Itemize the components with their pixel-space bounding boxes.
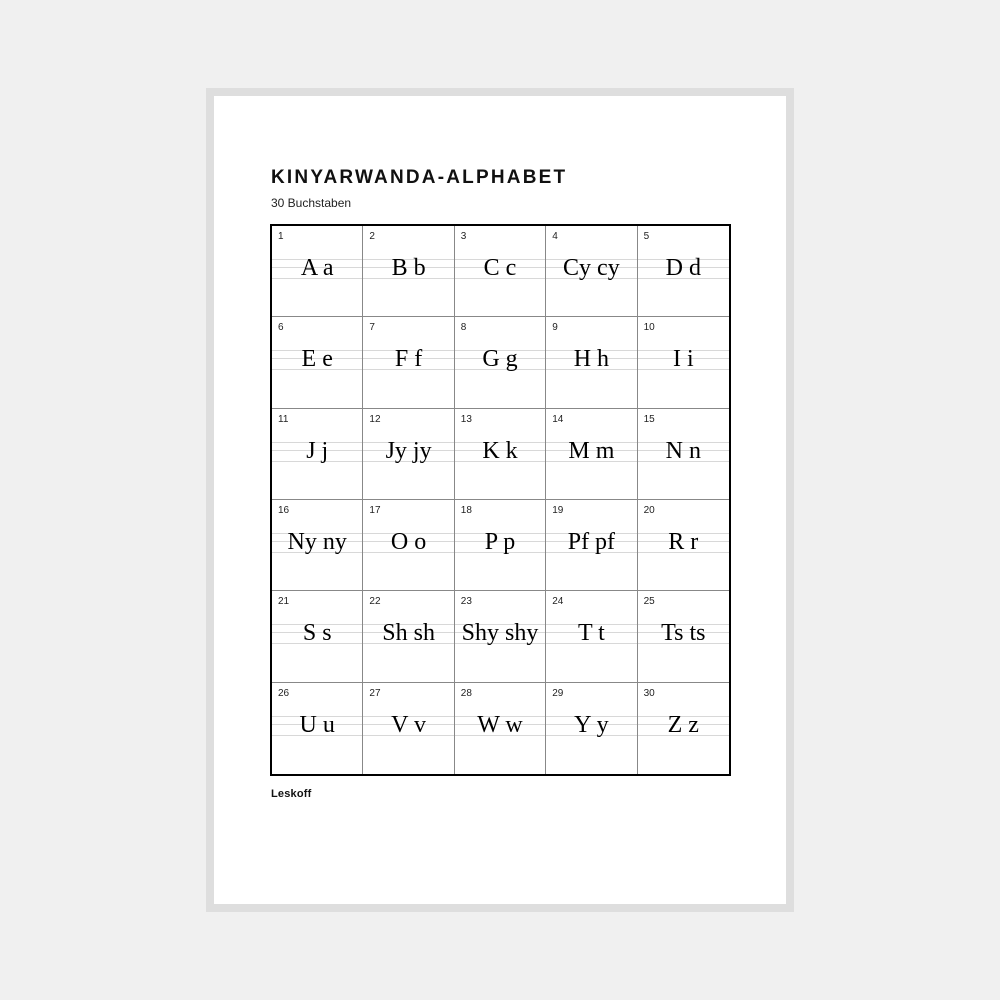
letter-cell xyxy=(272,409,363,500)
letter-cell xyxy=(272,226,363,317)
letter-glyph: Cy cy xyxy=(563,255,620,281)
letter-number: 12 xyxy=(369,413,381,425)
letter-glyph: M m xyxy=(568,437,615,464)
letter-cell xyxy=(546,500,637,591)
letter-glyph: T t xyxy=(577,620,605,647)
letter-number: 7 xyxy=(369,322,375,334)
letter-glyph: Z z xyxy=(667,711,699,738)
letter-number: 14 xyxy=(552,413,564,425)
letter-glyph: Shy shy xyxy=(461,620,539,647)
letter-number: 4 xyxy=(552,231,558,242)
letter-cell xyxy=(638,591,729,682)
letter-number: 6 xyxy=(278,322,284,334)
letter-number: 25 xyxy=(643,596,655,608)
page-title: KINYARWANDA-ALPHABET xyxy=(271,167,568,188)
letter-glyph: W w xyxy=(477,711,523,738)
letter-cell xyxy=(638,683,729,774)
letter-cell xyxy=(546,409,637,500)
letter-glyph: J j xyxy=(306,437,329,464)
letter-glyph: N n xyxy=(665,437,701,464)
letter-glyph: G g xyxy=(482,346,518,373)
letter-cell xyxy=(455,409,546,500)
letter-number: 9 xyxy=(552,322,558,334)
letter-cell xyxy=(363,226,454,317)
letter-cell xyxy=(272,500,363,591)
letter-number: 21 xyxy=(278,596,290,608)
letter-glyph: S s xyxy=(302,620,332,647)
letter-glyph: O o xyxy=(390,529,427,555)
letter-cell xyxy=(546,226,637,317)
letter-number: 11 xyxy=(278,413,289,425)
letter-number: 1 xyxy=(278,231,284,242)
letter-cell xyxy=(272,591,363,682)
letter-glyph: Jy jy xyxy=(385,437,432,464)
letter-glyph: Ts ts xyxy=(661,620,706,647)
letter-cell xyxy=(638,226,729,317)
letter-cell xyxy=(546,317,637,408)
letter-cell xyxy=(363,317,454,408)
letter-cell xyxy=(638,500,729,591)
letter-number: 15 xyxy=(643,413,655,425)
letter-cell xyxy=(638,409,729,500)
letter-number: 27 xyxy=(369,687,381,699)
letter-glyph: A a xyxy=(300,255,334,281)
letter-cell xyxy=(455,683,546,774)
letter-glyph: H h xyxy=(573,346,610,373)
letter-number: 30 xyxy=(643,687,655,699)
letter-glyph: F f xyxy=(394,346,423,373)
letter-number: 10 xyxy=(643,322,655,334)
letter-number: 24 xyxy=(552,596,564,608)
brand-logo: Leskoff xyxy=(271,788,312,800)
letter-number: 8 xyxy=(460,322,467,334)
letter-glyph: K k xyxy=(482,437,518,464)
letter-number: 5 xyxy=(643,231,650,242)
letter-glyph: R r xyxy=(668,529,699,555)
letter-glyph: Y y xyxy=(574,711,609,738)
letter-number: 28 xyxy=(460,687,472,699)
letter-number: 22 xyxy=(369,596,381,608)
letter-number: 2 xyxy=(369,231,375,242)
letter-number: 18 xyxy=(460,505,472,516)
letter-number: 20 xyxy=(643,505,655,516)
letter-glyph: Sh sh xyxy=(382,620,435,647)
poster-frame xyxy=(206,88,794,912)
alphabet-grid xyxy=(270,224,731,776)
letter-glyph: D d xyxy=(665,255,701,281)
poster-sheet xyxy=(214,96,786,904)
letter-number: 13 xyxy=(460,413,472,425)
letter-cell xyxy=(546,591,637,682)
letter-glyph: I i xyxy=(672,346,694,373)
letter-number: 19 xyxy=(552,505,564,516)
letter-number: 23 xyxy=(460,596,472,608)
letter-glyph: V v xyxy=(391,711,427,738)
letter-glyph: Ny ny xyxy=(287,529,347,555)
letter-cell xyxy=(272,683,363,774)
letter-cell xyxy=(455,591,546,682)
letter-glyph: U u xyxy=(299,711,335,738)
letter-cell xyxy=(455,500,546,591)
letter-number: 26 xyxy=(278,687,290,699)
letter-glyph: E e xyxy=(301,346,333,373)
letter-glyph: B b xyxy=(391,255,426,281)
letter-cell xyxy=(363,500,454,591)
letter-cell xyxy=(638,317,729,408)
letter-glyph: Pf pf xyxy=(567,529,616,555)
letter-number: 3 xyxy=(460,231,467,242)
letter-cell xyxy=(363,591,454,682)
letter-number: 17 xyxy=(369,505,381,516)
letter-cell xyxy=(363,409,454,500)
letter-glyph: P p xyxy=(484,529,516,555)
letter-glyph: C c xyxy=(483,255,517,281)
letter-cell xyxy=(546,683,637,774)
letter-number: 16 xyxy=(278,505,290,516)
letter-cell xyxy=(272,317,363,408)
letter-cell xyxy=(455,226,546,317)
letter-cell xyxy=(363,683,454,774)
letter-number: 29 xyxy=(552,687,564,699)
page-subtitle: 30 Buchstaben xyxy=(271,196,352,210)
letter-cell xyxy=(455,317,546,408)
